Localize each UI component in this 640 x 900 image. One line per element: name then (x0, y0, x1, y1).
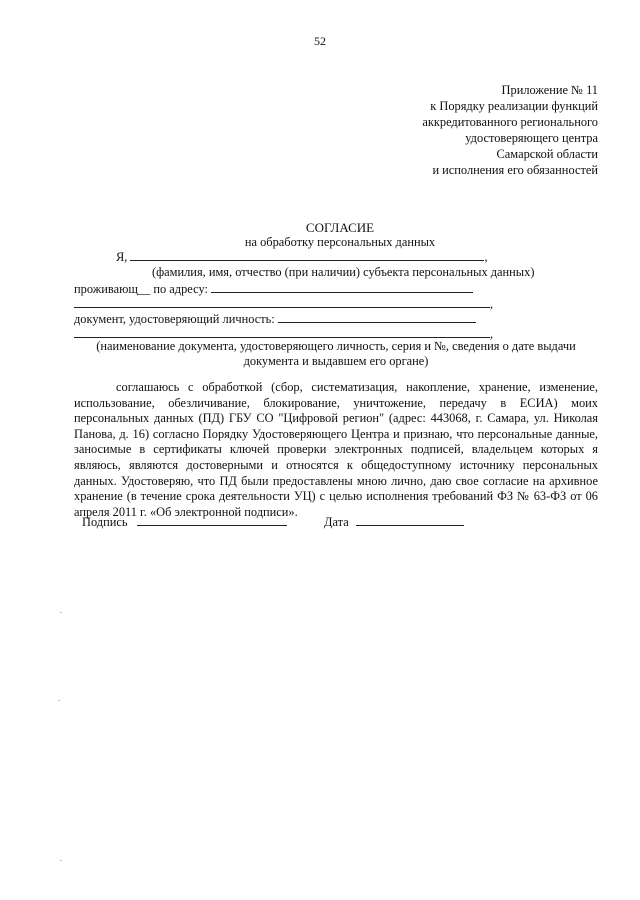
signature-field[interactable] (137, 514, 287, 526)
address-row (74, 281, 473, 297)
scan-speck (60, 612, 62, 613)
full-name-field[interactable] (130, 249, 484, 261)
appendix-line: удостоверяющего центра (465, 131, 598, 145)
address-comma: , (490, 297, 494, 311)
signature-label: Подпись (82, 515, 128, 529)
address-field[interactable] (211, 281, 473, 293)
document-field-continued[interactable] (74, 326, 490, 338)
document-note-line: документа и выдавшем его органе) (243, 354, 429, 368)
address-row-2 (74, 296, 493, 312)
document-title-block (0, 220, 640, 250)
appendix-line: Самарской области (496, 147, 598, 161)
address-label: проживающ__ по адресу: (74, 282, 208, 296)
appendix-line: аккредитованного регионального (422, 115, 598, 129)
ya-label: Я, (116, 250, 128, 264)
appendix-header (338, 82, 598, 178)
appendix-line: Приложение № 11 (501, 83, 598, 97)
document-comma: , (490, 327, 494, 341)
document-field[interactable] (278, 311, 476, 323)
document-label: документ, удостоверяющий личность: (74, 312, 275, 326)
page-number: 52 (314, 34, 326, 48)
date-row (324, 514, 464, 530)
document-subtitle: на обработку персональных данных (244, 235, 436, 249)
document-title: СОГЛАСИЕ (305, 220, 375, 235)
signature-row (82, 514, 287, 530)
consent-text: соглашаюсь с обработкой (сбор, систематизация, накопление, хранение, изменение, использование, обезличивание, блокирование, уничтожение, передачу в ЕСИА) моих персональных данных (ПД) ГБУ СО "Цифровой регион" (адрес: 443068, г. Самара, ул. Николая Панова, д. 16) согласно Порядку Удостоверяющего Центра и признаю, что персональные данные, заносимые в сертификаты ключей проверки электронных подписей, владельцем которых я являюсь, являются достоверными и относятся к общедоступному источнику персональных данных. Удостоверяю, что ПД были предоставлены мною лично, даю свое согласие на архивное хранение (в течение срока деятельности УЦ) с целью исполнения требований ФЗ № 63-ФЗ от 06 апреля 2011 г. «Об электронной подписи». (74, 380, 598, 519)
name-row (116, 249, 488, 265)
date-label: Дата (324, 515, 349, 529)
scan-speck (60, 860, 62, 861)
document-note-line: (наименование документа, удостоверяющего личность, серия и №, сведения о дате выдачи (96, 339, 576, 353)
consent-paragraph (74, 380, 598, 520)
document-note (74, 339, 598, 369)
name-comma: , (484, 250, 488, 264)
scan-speck (58, 700, 60, 701)
date-field[interactable] (356, 514, 464, 526)
appendix-line: и исполнения его обязанностей (432, 163, 598, 177)
fio-note: (фамилия, имя, отчество (при наличии) субъекта персональных данных) (152, 265, 535, 279)
appendix-line: к Порядку реализации функций (430, 99, 598, 113)
document-row (74, 311, 476, 327)
address-field-continued[interactable] (74, 296, 490, 308)
